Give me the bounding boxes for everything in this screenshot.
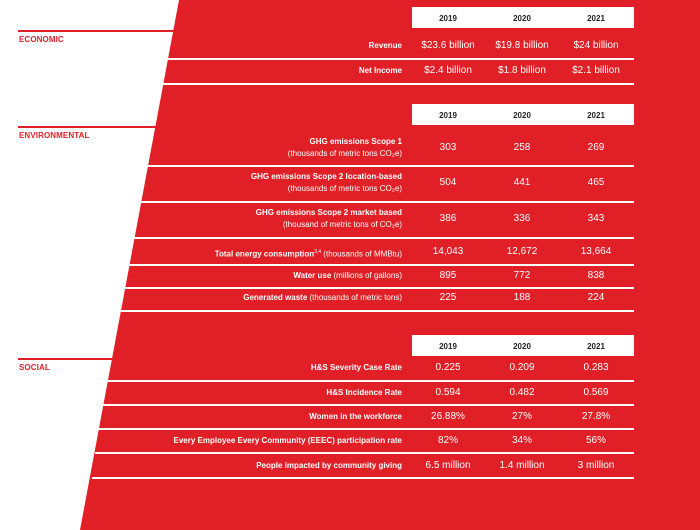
row-label — [243, 292, 402, 304]
data-cell: $19.8 billion — [495, 40, 549, 51]
row-label-unit: (millions of gallons) — [331, 271, 402, 280]
data-cell: 27% — [511, 411, 532, 422]
row-divider — [92, 477, 634, 479]
data-cell: 0.225 — [435, 362, 461, 373]
data-cell: 303 — [439, 142, 457, 153]
year-label: 2020 — [513, 111, 531, 120]
row-label — [309, 411, 402, 423]
row-label-main: Total energy consumption — [214, 249, 315, 259]
data-cell: 82% — [437, 435, 458, 446]
data-cell: $2.4 billion — [424, 65, 472, 76]
data-cell: $23.6 billion — [421, 40, 475, 51]
year-label: 2019 — [439, 342, 457, 351]
social-section-rule — [18, 358, 410, 360]
data-cell: 13,664 — [580, 246, 612, 257]
row-label — [215, 246, 402, 261]
data-cell: 895 — [439, 270, 457, 281]
data-cell: 258 — [513, 142, 531, 153]
environmental-section-label: ENVIRONMENTAL — [19, 131, 90, 140]
data-cell: 27.8% — [581, 411, 611, 422]
data-cell: 0.569 — [583, 387, 609, 398]
row-label-main: Net Income — [358, 66, 402, 75]
year-label: 2019 — [439, 14, 457, 23]
row-label-unit: (thousands of metric tons) — [307, 293, 402, 302]
row-label-main: GHG emissions Scope 2 location-based — [250, 172, 402, 181]
data-cell: 336 — [513, 213, 531, 224]
row-label — [326, 387, 402, 399]
row-label — [288, 136, 402, 160]
data-cell: 838 — [587, 270, 605, 281]
row-label-sub: (thousands of metric tons CO₂e) — [287, 184, 402, 193]
year-label: 2021 — [587, 14, 605, 23]
data-cell: 504 — [439, 177, 457, 188]
economic-section-label: ECONOMIC — [19, 35, 64, 44]
data-cell: 772 — [513, 270, 531, 281]
data-cell: 386 — [439, 213, 457, 224]
data-cell: $24 billion — [573, 40, 619, 51]
year-label: 2021 — [587, 111, 605, 120]
data-cell: 12,672 — [506, 246, 538, 257]
row-divider — [126, 264, 634, 266]
economic-section-rule — [18, 30, 410, 32]
row-label — [173, 435, 402, 447]
data-cell: $2.1 billion — [572, 65, 620, 76]
data-cell: 441 — [513, 177, 531, 188]
row-label-unit: (thousands of MMBtu) — [321, 249, 402, 259]
row-label-main: H&S Severity Case Rate — [310, 363, 402, 372]
data-cell: 465 — [587, 177, 605, 188]
social-section-label: SOCIAL — [19, 363, 50, 372]
row-divider — [135, 201, 634, 203]
data-cell: 225 — [439, 292, 457, 303]
data-cell: 0.594 — [435, 387, 461, 398]
social-year-header — [412, 335, 634, 356]
row-label-main: Every Employee Every Community (EEEC) participation rate — [173, 436, 402, 445]
row-divider — [140, 165, 634, 167]
year-label: 2020 — [513, 342, 531, 351]
row-label-main: Generated waste — [243, 293, 308, 302]
environmental-section-rule — [18, 126, 410, 128]
year-label: 2021 — [587, 342, 605, 351]
row-label — [311, 362, 402, 374]
data-cell: $1.8 billion — [498, 65, 546, 76]
row-divider — [119, 310, 634, 312]
data-cell: 6.5 million — [425, 460, 471, 471]
data-cell: 188 — [513, 292, 531, 303]
data-cell: 0.283 — [583, 362, 609, 373]
data-cell: 3 million — [577, 460, 615, 471]
row-divider — [98, 428, 634, 430]
row-divider — [130, 237, 634, 239]
row-label — [251, 171, 402, 195]
row-divider — [151, 83, 634, 85]
data-cell: 56% — [585, 435, 606, 446]
row-label — [369, 40, 402, 52]
row-label-main: H&S Incidence Rate — [326, 388, 402, 397]
row-divider — [95, 452, 634, 454]
row-label — [293, 270, 402, 282]
footnote-marker: 3,4 — [314, 249, 322, 255]
data-cell: 224 — [587, 292, 605, 303]
row-label — [256, 460, 402, 472]
data-cell: 1.4 million — [499, 460, 545, 471]
row-label-sub: (thousands of metric tons CO₂e) — [287, 149, 402, 158]
row-label — [359, 65, 402, 77]
data-cell: 14,043 — [432, 246, 464, 257]
row-divider — [122, 287, 634, 289]
data-cell: 26.88% — [431, 411, 465, 422]
row-label — [256, 207, 402, 231]
row-label-main: GHG emissions Scope 2 market based — [255, 208, 402, 217]
row-label-sub: (thousand of metric tons of CO₂e) — [282, 220, 402, 229]
data-cell: 343 — [587, 213, 605, 224]
row-divider — [105, 380, 634, 382]
row-label-main: Water use — [293, 271, 332, 280]
data-cell: 34% — [511, 435, 532, 446]
economic-year-header — [412, 7, 634, 28]
row-label-main: GHG emissions Scope 1 — [309, 137, 402, 146]
row-label-main: Women in the workforce — [309, 412, 402, 421]
year-label: 2019 — [439, 111, 457, 120]
data-cell: 0.482 — [509, 387, 535, 398]
row-divider — [102, 404, 634, 406]
row-label-main: Revenue — [368, 41, 402, 50]
data-cell: 0.209 — [509, 362, 535, 373]
row-label-main: People impacted by community giving — [256, 461, 402, 470]
row-divider — [155, 58, 634, 60]
year-label: 2020 — [513, 14, 531, 23]
data-cell: 269 — [587, 142, 605, 153]
environmental-year-header — [412, 104, 634, 125]
